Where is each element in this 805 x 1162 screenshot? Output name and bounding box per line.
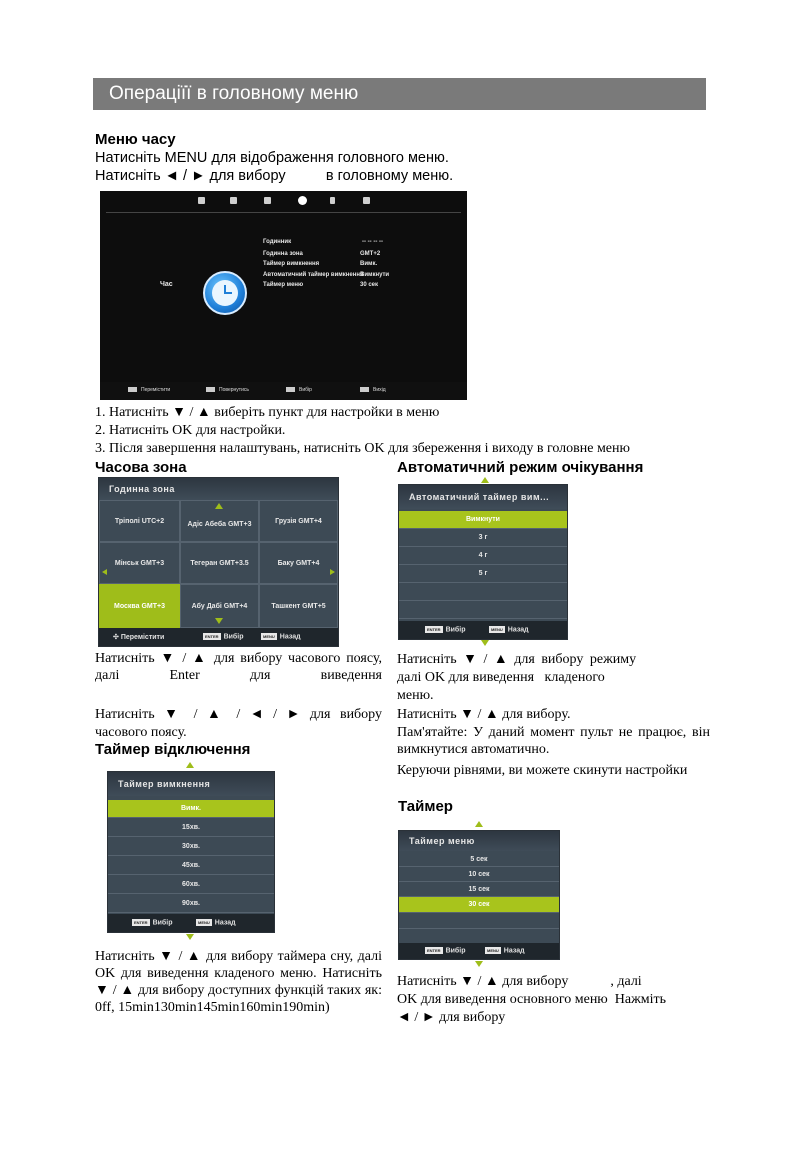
sleep-timer-menu-footer bbox=[108, 914, 274, 932]
tv-row-value: Вимк. bbox=[360, 261, 378, 267]
lock-icon bbox=[330, 197, 335, 204]
timezone-cell-selected: Москва GMT+3 bbox=[99, 584, 180, 628]
sleep-timer-option: 15хв. bbox=[108, 819, 274, 837]
picture-icon bbox=[198, 197, 205, 204]
step-2: 2. Натисніть OK для настройки. bbox=[95, 423, 286, 438]
tv-row-label: Автоматичний таймер вимкнення bbox=[263, 272, 364, 278]
down-arrow-icon bbox=[215, 618, 223, 624]
time-menu-heading: Меню часу bbox=[95, 131, 176, 148]
timezone-para2-line2: часового поясу. bbox=[95, 725, 187, 740]
tv-left-label: Час bbox=[160, 281, 173, 288]
menu-timer-option: 10 сек bbox=[399, 867, 559, 882]
down-arrow-icon bbox=[475, 961, 483, 967]
tv-row-value: -- -- -- -- bbox=[362, 239, 383, 245]
auto-standby-empty-row bbox=[399, 583, 567, 601]
timezone-cell: Баку GMT+4 bbox=[259, 542, 338, 584]
sleep-timer-option-selected: Вимк. bbox=[108, 800, 274, 818]
step-1: 1. Натисніть ▼ / ▲ виберіть пункт для настройки в меню bbox=[95, 405, 440, 420]
timezone-cell: Тріполі UTC+2 bbox=[99, 500, 180, 542]
back-hint: MENU Назад bbox=[491, 626, 529, 634]
auto-standby-para-line6: Керуючи рівнями, ви можете скинути настройки bbox=[397, 763, 688, 778]
tv-row-value: Вимкнути bbox=[360, 272, 390, 278]
left-arrow-icon bbox=[102, 569, 107, 575]
tv-footer bbox=[100, 382, 467, 400]
auto-standby-option-selected: Вимкнути bbox=[399, 511, 567, 529]
timezone-cell: Грузія GMT+4 bbox=[259, 500, 338, 542]
select-hint: ENTER Вибір bbox=[427, 947, 466, 955]
sleep-timer-menu-screenshot bbox=[107, 771, 275, 933]
tv-row-label: Годинна зона bbox=[263, 251, 303, 257]
tv-footer-item: Вибір bbox=[286, 387, 312, 393]
menu-timer-para-line1: Натисніть ▼ / ▲ для вибору , далі bbox=[397, 974, 642, 989]
tv-row-label: Таймер меню bbox=[263, 282, 304, 288]
section-header bbox=[93, 78, 706, 110]
channel-icon bbox=[230, 197, 237, 204]
tv-time-menu-screenshot bbox=[100, 191, 467, 400]
back-hint: MENU Назад bbox=[487, 947, 525, 955]
timezone-cell: Тегеран GMT+3.5 bbox=[180, 542, 259, 584]
menu-timer-option-selected: 30 сек bbox=[399, 897, 559, 913]
timezone-cell: Абу Дабі GMT+4 bbox=[180, 584, 259, 628]
timezone-para2-line1: Натисніть ▼ / ▲ / ◄ / ► для вибору bbox=[95, 707, 382, 722]
auto-standby-option: 3 г bbox=[399, 529, 567, 547]
menu-timer-empty-row bbox=[399, 913, 559, 929]
auto-standby-heading: Автоматичний режим очікування bbox=[397, 459, 644, 476]
menu-timer-menu-title: Таймер меню bbox=[399, 831, 559, 851]
sleep-timer-option: 60хв. bbox=[108, 876, 274, 894]
menu-timer-screenshot bbox=[398, 830, 560, 960]
setup-icon bbox=[363, 197, 370, 204]
select-hint: ENTER Вибір bbox=[205, 633, 244, 641]
timezone-heading: Часова зона bbox=[95, 459, 187, 476]
sleep-timer-option: 45хв. bbox=[108, 857, 274, 875]
section-title: Операціїї в головному меню bbox=[109, 83, 359, 104]
back-hint: MENU Назад bbox=[198, 919, 236, 927]
menu-timer-option: 15 сек bbox=[399, 882, 559, 897]
auto-standby-para-line1: Натисніть ▼ / ▲ для вибору режиму bbox=[397, 652, 637, 667]
timezone-menu-screenshot bbox=[98, 477, 339, 647]
right-arrow-icon bbox=[330, 569, 335, 575]
menu-timer-option: 5 сек bbox=[399, 852, 559, 867]
sleep-timer-para: Натисніть ▼ / ▲ для вибору таймера сну, далі OK для виведення кладеного меню. Натисніть ▼ / ▲ для вибору доступних функцій таких як: 0ff, 15min130min145min160min190min) bbox=[95, 949, 382, 1015]
timezone-cell: Адіс Абеба GMT+3 bbox=[180, 500, 259, 542]
menu-timer-heading: Таймер bbox=[398, 798, 453, 815]
time-menu-line2: Натисніть ◄ / ► для вибору в головному меню. bbox=[95, 168, 454, 184]
auto-standby-para-line5: Пам'ятайте: У даний момент пульт не працює, він вимкнутися автоматично. bbox=[397, 725, 710, 757]
sleep-timer-option: 30хв. bbox=[108, 838, 274, 856]
up-arrow-icon bbox=[481, 477, 489, 483]
tv-footer-item: Перемістити bbox=[128, 387, 170, 393]
timezone-cell: Мінськ GMT+3 bbox=[99, 542, 180, 584]
timezone-cell: Ташкент GMT+5 bbox=[259, 584, 338, 628]
tv-row-value: GMT+2 bbox=[360, 251, 381, 257]
up-arrow-icon bbox=[186, 762, 194, 768]
back-hint: MENU Назад bbox=[263, 633, 301, 641]
menu-timer-para-line3: ◄ / ► для вибору bbox=[397, 1010, 506, 1025]
tv-footer-item: Повернутись bbox=[206, 387, 249, 393]
tv-footer-item: Вихід bbox=[360, 387, 386, 393]
sleep-timer-menu-title: Таймер вимкнення bbox=[108, 772, 274, 796]
select-hint: ENTER Вибір bbox=[427, 626, 466, 634]
clock-icon-large bbox=[203, 271, 247, 315]
sound-icon bbox=[264, 197, 271, 204]
clock-icon bbox=[298, 196, 307, 205]
auto-standby-para-line4: Натисніть ▼ / ▲ для вибору. bbox=[397, 707, 571, 722]
down-arrow-icon bbox=[481, 640, 489, 646]
timezone-menu-title: Годинна зона bbox=[99, 478, 338, 500]
menu-timer-para-line2: OK для виведення основного меню Нажміть bbox=[397, 992, 667, 1007]
down-arrow-icon bbox=[186, 934, 194, 940]
timezone-menu-footer bbox=[99, 628, 338, 646]
auto-standby-para-line3: меню. bbox=[397, 688, 434, 703]
sleep-timer-heading: Таймер відключення bbox=[95, 741, 251, 758]
tv-menu-icon-bar bbox=[100, 197, 467, 209]
time-menu-line1: Натисніть MENU для відображення головного меню. bbox=[95, 150, 449, 166]
menu-timer-footer bbox=[399, 943, 559, 959]
auto-standby-menu-footer bbox=[399, 621, 567, 639]
tv-row-label: Годинник bbox=[263, 239, 292, 245]
tv-row-label: Таймер вимкнення bbox=[263, 261, 320, 267]
step-3: 3. Після завершення налаштувань, натисніть OK для збереження і виходу в головне меню bbox=[95, 441, 630, 456]
auto-standby-menu-screenshot bbox=[398, 484, 568, 640]
tv-row-value: 30 сек bbox=[360, 282, 379, 288]
timezone-para1: Натисніть ▼ / ▲ для вибору часового поясу, далі Enter для виведення bbox=[95, 651, 382, 683]
auto-standby-para-line2: далі OK для виведення кладеного bbox=[397, 670, 605, 685]
select-hint: ENTER Вибір bbox=[134, 919, 173, 927]
auto-standby-option: 5 г bbox=[399, 565, 567, 583]
up-arrow-icon bbox=[475, 821, 483, 827]
move-hint: ✣ Перемістити bbox=[113, 634, 165, 641]
auto-standby-menu-title: Автоматичний таймер вим... bbox=[399, 485, 567, 509]
sleep-timer-option: 90хв. bbox=[108, 895, 274, 913]
auto-standby-empty-row bbox=[399, 601, 567, 619]
auto-standby-option: 4 г bbox=[399, 547, 567, 565]
